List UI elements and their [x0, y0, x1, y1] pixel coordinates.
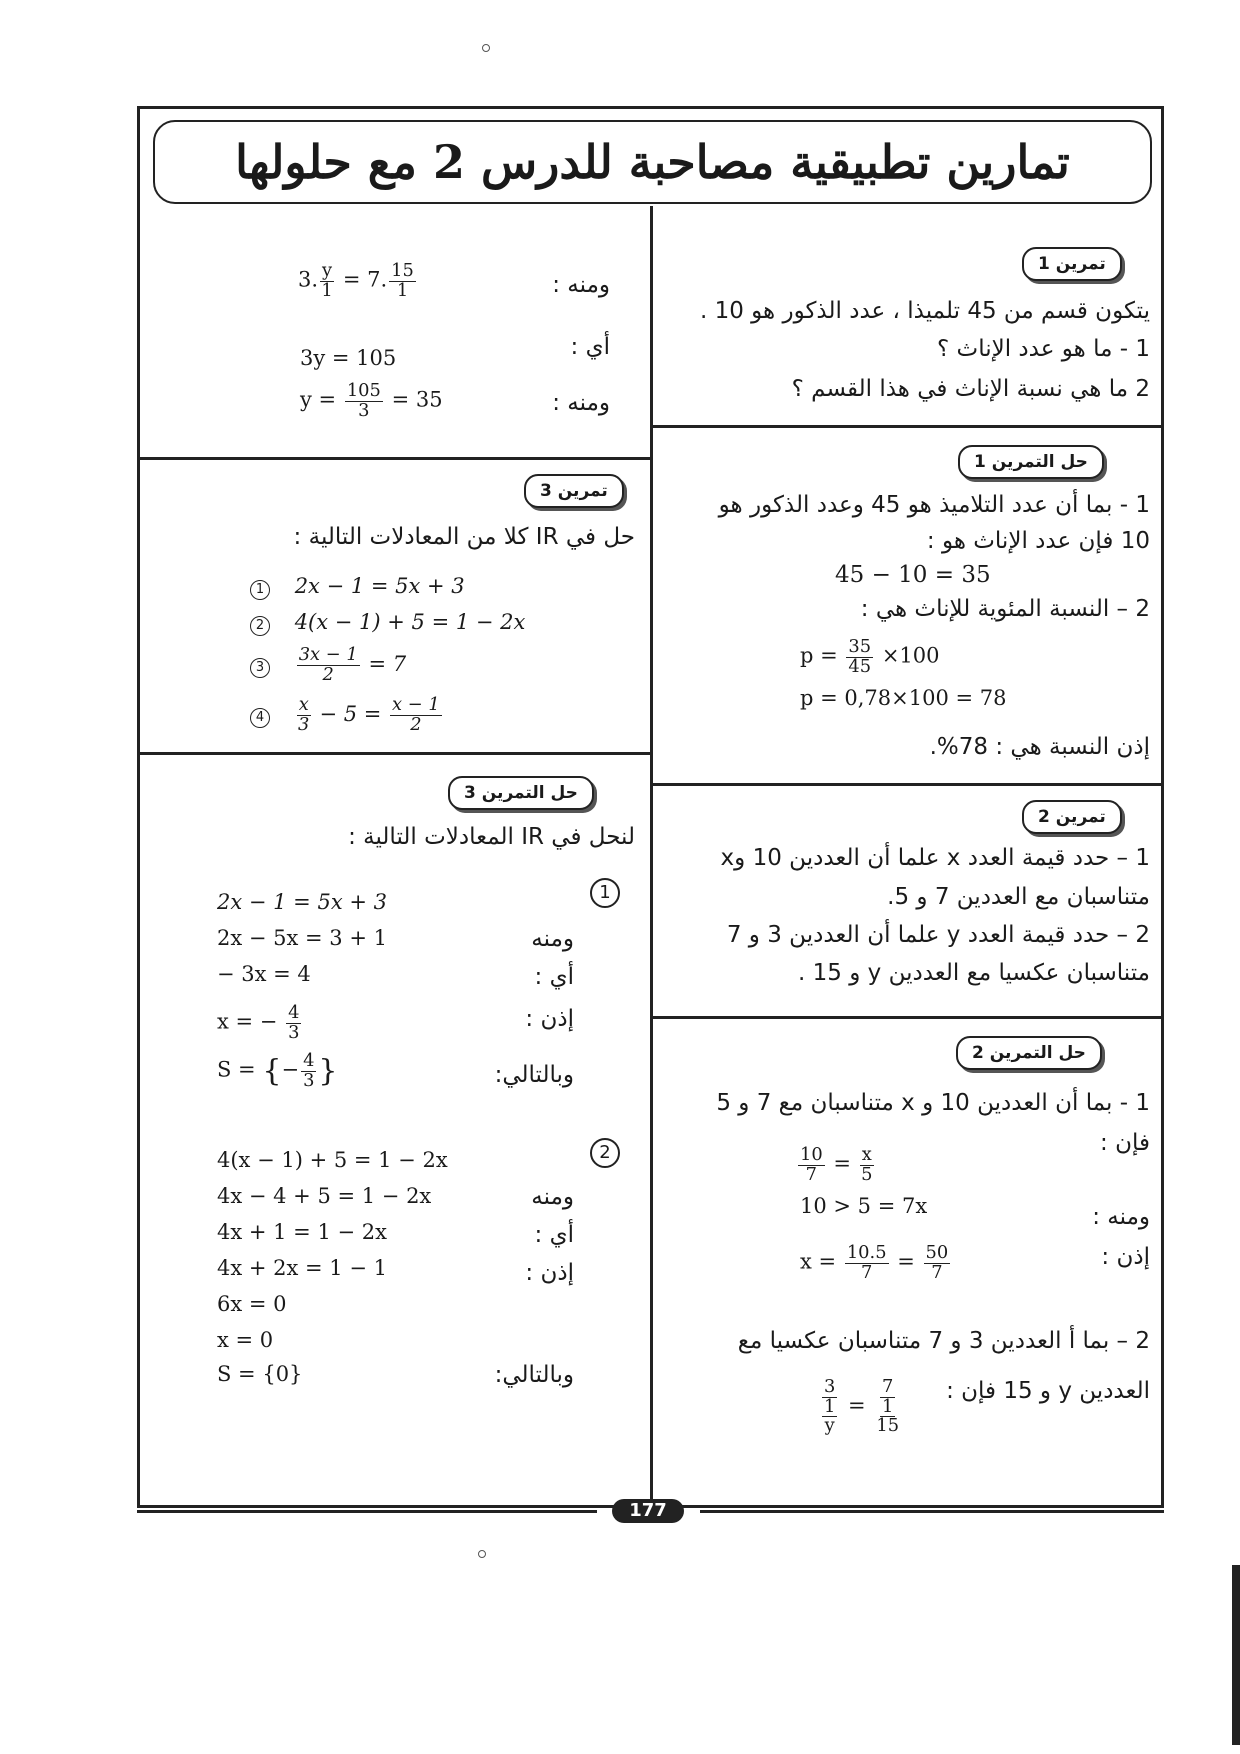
continuation-equation	[300, 382, 443, 420]
fraction	[798, 1146, 825, 1184]
exercise-2-line: 2 – حدد قيمة العدد y علما أن العددين 3 و 7	[726, 922, 1150, 948]
numerator: 50	[925, 1242, 949, 1263]
denominator: 15	[876, 1415, 900, 1437]
exercise-1-line: يتكون قسم من 45 تلميذا ، عدد الذكور هو 10 .	[699, 298, 1150, 324]
solution-3-label: أي :	[534, 1222, 574, 1248]
brace: {	[262, 1053, 282, 1089]
solution-3-intro: لنحل في IR المعادلات التالية :	[348, 824, 635, 850]
exercise-3-equation-4	[250, 696, 444, 734]
solution-1-line: 2 – النسبة المئوية للإناث هي :	[860, 596, 1150, 622]
formula-part: x =	[800, 1249, 837, 1274]
solution-3-step: 2x − 1 = 5x + 3	[217, 890, 387, 914]
numerator: x − 1	[392, 694, 440, 715]
page-number: 177	[612, 1499, 684, 1523]
fraction	[860, 1146, 874, 1184]
denominator: 3	[298, 713, 310, 735]
numerator: 1	[882, 1395, 894, 1417]
formula-part: x = −	[217, 1009, 278, 1034]
denominator: 5	[861, 1163, 873, 1185]
solution-3-step	[217, 1004, 303, 1042]
section-divider	[652, 425, 1164, 428]
solution-2-line: 2 – بما أ العددين 3 و 7 متناسبان عكسيا مع	[737, 1328, 1150, 1354]
solution-3-step: x = 0	[217, 1328, 274, 1352]
solution-3-label: ومنه	[531, 926, 574, 952]
exercise-1-question-2: 2 ما هي نسبة الإناث في هذا القسم ؟	[791, 376, 1150, 402]
denominator: 7	[805, 1163, 818, 1185]
section-divider	[137, 457, 650, 460]
footer-rule	[700, 1510, 1164, 1513]
number-circle: 3	[250, 658, 270, 678]
solution-1-result: إذن النسبة هي : 78%.	[929, 734, 1150, 760]
exercise-3-equation-1	[250, 574, 465, 600]
fraction	[297, 696, 311, 734]
equation	[295, 644, 407, 685]
page-title: تمارين تطبيقية مصاحبة للدرس 2 مع حلولها	[235, 135, 1070, 189]
denominator: 3	[303, 1069, 315, 1091]
equals-sign: =	[897, 1249, 915, 1274]
solution-3-step: 4x + 1 = 1 − 2x	[217, 1220, 387, 1244]
fraction	[845, 1244, 889, 1282]
solution-3-label: ومنه	[531, 1184, 574, 1210]
solution-2-proportion	[796, 1146, 876, 1184]
denominator: 2	[410, 713, 422, 735]
numerator: 3	[824, 1376, 836, 1397]
numerator: 10.5	[846, 1242, 887, 1263]
solution-2-line: 1 - بما أن العددين 10 و x متناسبان مع 7 و 5	[716, 1090, 1150, 1116]
equation	[295, 694, 444, 735]
solution-3-step: 4x − 4 + 5 = 1 − 2x	[217, 1184, 432, 1208]
fraction	[389, 262, 416, 300]
solution-3-step: S = {0}	[217, 1362, 303, 1386]
number-circle: 1	[250, 580, 270, 600]
scan-speck	[478, 1550, 486, 1558]
denominator: 1	[396, 279, 409, 301]
solution-3-label: وبالتالي:	[494, 1362, 574, 1388]
fraction	[846, 638, 873, 676]
exercise-3-equation-3	[250, 646, 406, 684]
solution-3-solution-set	[217, 1052, 338, 1090]
solution-1-line: 10 فإن عدد الإناث هو :	[926, 528, 1150, 554]
solution-2-inverse-proportion	[818, 1378, 903, 1436]
solution-1-line: 1 - بما أن عدد التلاميذ هو 45 وعدد الذكور هو	[718, 492, 1150, 518]
numerator: 4	[303, 1050, 315, 1071]
solution-3-step: 4x + 2x = 1 − 1	[217, 1256, 387, 1280]
solution-2-label: ومنه :	[1092, 1204, 1150, 1230]
denominator: 2	[322, 663, 334, 685]
fraction	[286, 1004, 301, 1042]
formula-part: p =	[800, 643, 838, 668]
exercise-2-tag: تمرين 2	[1022, 800, 1122, 834]
compound-fraction	[820, 1378, 839, 1436]
numerator: 105	[346, 380, 381, 401]
continuation-label: ومنه :	[552, 390, 610, 416]
number-circle: 2	[590, 1138, 620, 1168]
exercise-3-intro: حل في IR كلا من المعادلات التالية :	[293, 524, 635, 550]
fraction	[390, 696, 442, 734]
scan-edge-mark	[1232, 1565, 1240, 1745]
formula-part: ×100	[881, 643, 940, 668]
formula-part: 3.	[298, 267, 319, 292]
exercise-2-line: متناسبان مع العددين 7 و 5.	[887, 884, 1150, 910]
solution-1-tag: حل التمرين 1	[958, 445, 1104, 479]
solution-3-step: 4(x − 1) + 5 = 1 − 2x	[217, 1148, 448, 1172]
denominator: 3	[358, 399, 370, 421]
formula-part: = 35	[391, 387, 443, 412]
solution-3-label: أي :	[534, 964, 574, 990]
denominator: 3	[288, 1021, 300, 1043]
equals-sign: =	[848, 1393, 866, 1418]
equals-sign: =	[833, 1151, 852, 1176]
title-box	[153, 120, 1152, 204]
numerator: x	[861, 1144, 872, 1165]
formula-part: − 5 =	[319, 701, 382, 726]
solution-3-tag: حل التمرين 3	[448, 776, 594, 810]
footer-rule	[137, 1510, 597, 1513]
denominator: 7	[861, 1261, 873, 1283]
numerator: 10	[800, 1144, 823, 1165]
column-divider	[650, 206, 653, 1506]
number-circle: 4	[250, 708, 270, 728]
solution-2-label: إذن :	[1101, 1244, 1150, 1270]
numerator: 3x − 1	[298, 644, 358, 665]
solution-2-line: فإن :	[1100, 1130, 1150, 1156]
denominator: 1	[321, 279, 333, 301]
brace: }	[318, 1053, 338, 1089]
exercise-3-tag: تمرين 3	[524, 474, 624, 508]
fraction	[924, 1244, 951, 1282]
solution-1-calc: p = 0,78×100 = 78	[800, 686, 1007, 710]
numerator: y	[322, 260, 333, 281]
numerator: 1	[824, 1395, 836, 1417]
formula-part: S =	[217, 1057, 256, 1082]
solution-3-label: إذن :	[525, 1006, 574, 1032]
fraction	[345, 382, 383, 420]
formula-part: y =	[300, 387, 337, 412]
solution-2-tag: حل التمرين 2	[956, 1036, 1102, 1070]
solution-1-calc: 45 − 10 = 35	[835, 562, 991, 588]
fraction	[876, 1395, 900, 1437]
exercise-2-line: 1 – حدد قيمة العدد x علما أن العددين 10 وx	[720, 845, 1150, 871]
numerator: 15	[391, 260, 414, 281]
numerator: 4	[288, 1002, 300, 1023]
numerator: x	[298, 694, 309, 715]
denominator: 45	[848, 655, 872, 677]
fraction	[822, 1395, 837, 1437]
numerator: 7	[882, 1376, 894, 1397]
solution-3-label: وبالتالي:	[494, 1062, 574, 1088]
continuation-equation: 3y = 105	[300, 346, 397, 370]
formula-part: = 7	[368, 651, 407, 676]
section-divider	[652, 1016, 1164, 1019]
exercise-1-tag: تمرين 1	[1022, 247, 1122, 281]
formula-part: = 7.	[342, 267, 388, 292]
solution-2-line: العددين y و 15 فإن :	[946, 1378, 1150, 1404]
solution-2-calc: 10 > 5 = 7x	[800, 1194, 928, 1218]
solution-1-percent-formula	[800, 638, 940, 676]
section-divider	[652, 783, 1164, 786]
number-circle: 2	[250, 616, 270, 636]
equation: 4(x − 1) + 5 = 1 − 2x	[294, 610, 526, 634]
fraction	[297, 646, 360, 684]
equation: 2x − 1 = 5x + 3	[294, 574, 465, 598]
section-divider	[137, 752, 650, 755]
solution-3-step: 6x = 0	[217, 1292, 287, 1316]
solution-2-x-value	[800, 1244, 952, 1282]
solution-3-label: إذن :	[525, 1260, 574, 1286]
scan-speck	[482, 44, 490, 52]
exercise-3-equation-2	[250, 610, 525, 636]
fraction	[301, 1052, 316, 1090]
formula-part: −	[281, 1057, 300, 1082]
compound-fraction	[874, 1378, 901, 1436]
fraction	[320, 262, 334, 300]
continuation-equation	[298, 262, 418, 300]
numerator: 35	[848, 636, 872, 657]
number-circle: 1	[590, 878, 620, 908]
continuation-label: ومنه :	[552, 272, 610, 298]
exercise-1-question-1: 1 - ما هو عدد الإناث ؟	[937, 336, 1150, 362]
solution-3-step: 2x − 5x = 3 + 1	[217, 926, 387, 950]
solution-3-step: − 3x = 4	[217, 962, 311, 986]
exercise-2-line: متناسبان عكسيا مع العددين y و 15 .	[798, 960, 1150, 986]
continuation-label: أي :	[570, 334, 610, 360]
denominator: 7	[931, 1261, 943, 1283]
denominator: y	[824, 1415, 835, 1437]
